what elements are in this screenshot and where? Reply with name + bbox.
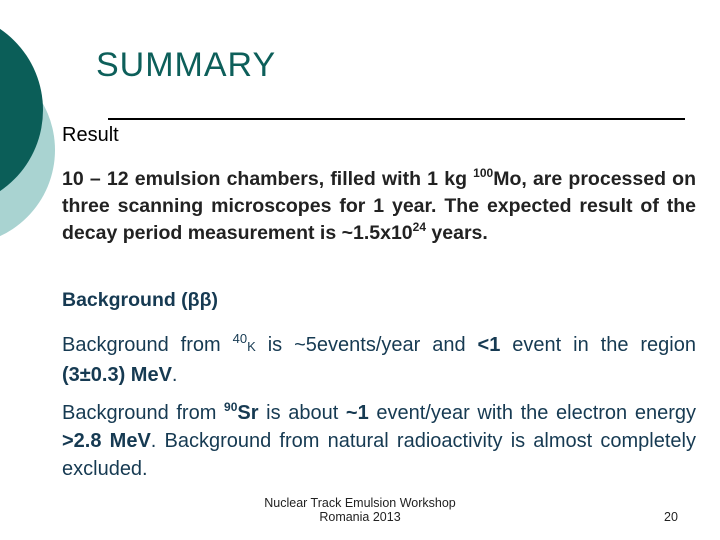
result-text-post: years. bbox=[426, 222, 488, 244]
background-k-paragraph bbox=[62, 331, 696, 389]
footer-line-1: Nuclear Track Emulsion Workshop bbox=[264, 496, 456, 510]
decorative-circles bbox=[0, 0, 70, 300]
result-text-mo: Mo, are processed on three scanning microscopes for 1 year. The expected result of the decay period measurement is ~1.5x10 bbox=[62, 168, 696, 244]
exponent: 24 bbox=[412, 220, 427, 234]
background-heading: Background (ββ) bbox=[62, 289, 218, 311]
bg-k-lt1: <1 bbox=[477, 334, 501, 356]
slide-title: SUMMARY bbox=[96, 46, 277, 84]
bg-sr-energy: >2.8 MeV bbox=[62, 430, 151, 452]
bg-sr-approx1: ~1 bbox=[345, 402, 369, 424]
bg-k-end: . bbox=[171, 364, 178, 386]
k-mass-number: 40 bbox=[232, 331, 248, 346]
result-paragraph bbox=[62, 166, 696, 247]
result-text-pre: 10 – 12 emulsion chambers, filled with 1 kg bbox=[62, 168, 474, 190]
bg-k-pre: Background from bbox=[62, 334, 233, 356]
bg-sr-pre: Background from bbox=[62, 402, 225, 424]
bg-k-mid2: event in the region bbox=[500, 334, 696, 356]
bg-sr-mid: is about bbox=[258, 402, 346, 424]
title-divider bbox=[108, 118, 685, 120]
result-label: Result bbox=[62, 124, 119, 146]
sr-symbol: Sr bbox=[237, 402, 259, 424]
background-sr-paragraph bbox=[62, 399, 696, 483]
k-symbol: K bbox=[247, 339, 256, 354]
slide-footer bbox=[230, 496, 490, 524]
bg-sr-end: . Background from natural radioactivity is almost completely excluded. bbox=[62, 430, 696, 480]
bg-k-range: (3±0.3) MeV bbox=[62, 364, 172, 386]
mo-mass-number: 100 bbox=[473, 166, 494, 180]
footer-line-2: Romania 2013 bbox=[319, 510, 401, 524]
sr-mass-number: 90 bbox=[224, 400, 238, 414]
bg-k-mid: is ~5events/year and bbox=[255, 334, 478, 356]
bg-sr-mid2: event/year with the electron energy bbox=[368, 402, 696, 424]
page-number: 20 bbox=[664, 510, 678, 524]
